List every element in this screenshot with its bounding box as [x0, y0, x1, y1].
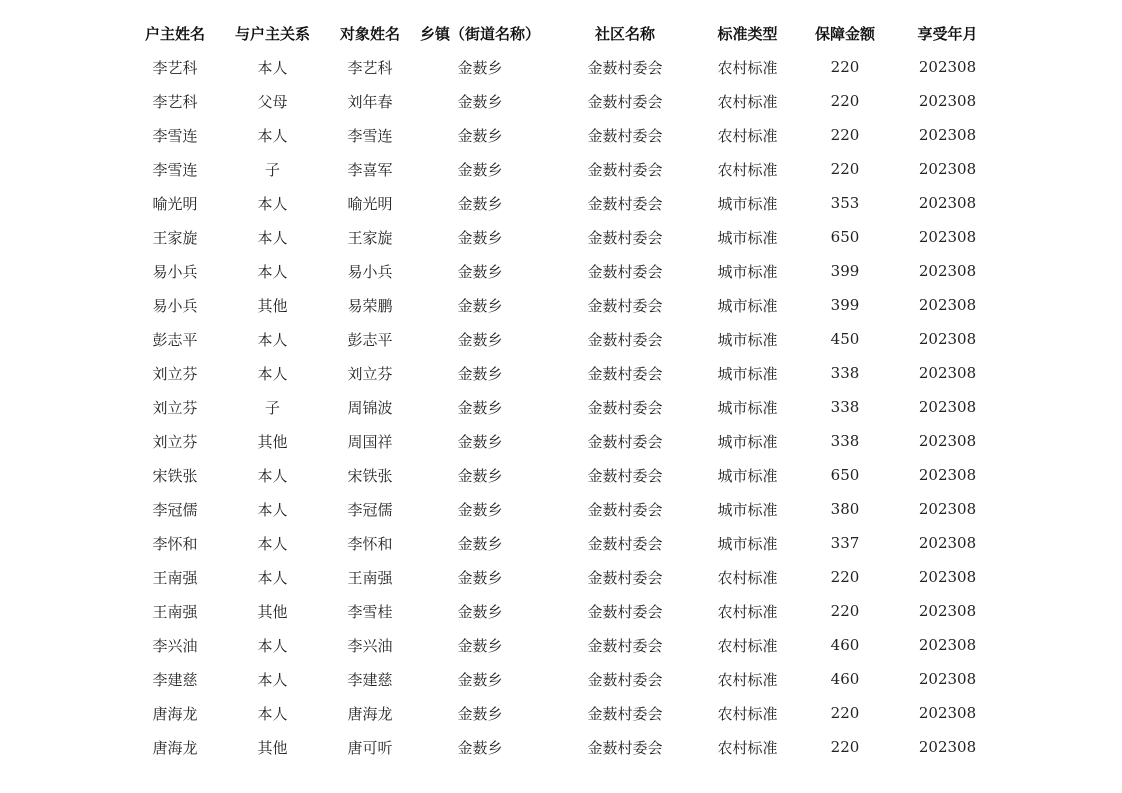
cell-amount: 337	[830, 534, 860, 552]
cell-householder-name: 刘立芬	[152, 364, 198, 383]
cell-subject-name: 李雪桂	[347, 602, 393, 621]
table-row	[135, 50, 1000, 84]
cell-householder-name: 李艺科	[152, 92, 198, 111]
cell-month: 202308	[918, 194, 977, 212]
cell-subject-name: 唐海龙	[347, 704, 393, 723]
cell-subject-name: 周锦波	[347, 398, 393, 417]
cell-subject-name: 李艺科	[347, 58, 393, 77]
table-row	[135, 356, 1000, 390]
cell-relation: 本人	[257, 262, 288, 281]
cell-householder-name: 易小兵	[152, 296, 198, 315]
cell-community: 金薮村委会	[587, 636, 663, 655]
cell-month: 202308	[918, 738, 977, 756]
cell-community: 金薮村委会	[587, 126, 663, 145]
cell-month: 202308	[918, 534, 977, 552]
cell-householder-name: 李雪连	[152, 160, 198, 179]
cell-township: 金薮乡	[457, 568, 503, 587]
cell-subject-name: 周国祥	[347, 432, 393, 451]
cell-relation: 本人	[257, 58, 288, 77]
cell-relation: 其他	[257, 296, 288, 315]
cell-relation: 本人	[257, 670, 288, 689]
cell-relation: 本人	[257, 500, 288, 519]
cell-month: 202308	[918, 364, 977, 382]
header-standard-type: 标准类型	[717, 24, 778, 43]
cell-subject-name: 易小兵	[347, 262, 393, 281]
cell-standard-type: 城市标准	[717, 500, 778, 519]
cell-standard-type: 城市标准	[717, 466, 778, 485]
cell-standard-type: 农村标准	[717, 568, 778, 587]
cell-standard-type: 农村标准	[717, 704, 778, 723]
header-month: 享受年月	[917, 24, 978, 43]
cell-relation: 本人	[257, 126, 288, 145]
cell-township: 金薮乡	[457, 670, 503, 689]
cell-month: 202308	[918, 636, 977, 654]
cell-community: 金薮村委会	[587, 432, 663, 451]
cell-township: 金薮乡	[457, 398, 503, 417]
cell-amount: 338	[830, 432, 860, 450]
cell-community: 金薮村委会	[587, 92, 663, 111]
cell-subject-name: 刘立芬	[347, 364, 393, 383]
cell-month: 202308	[918, 398, 977, 416]
cell-standard-type: 城市标准	[717, 398, 778, 417]
beneficiary-table	[135, 16, 1000, 764]
table-row	[135, 560, 1000, 594]
cell-community: 金薮村委会	[587, 194, 663, 213]
cell-township: 金薮乡	[457, 330, 503, 349]
cell-householder-name: 李兴油	[152, 636, 198, 655]
cell-township: 金薮乡	[457, 364, 503, 383]
table-row	[135, 730, 1000, 764]
cell-month: 202308	[918, 330, 977, 348]
cell-subject-name: 易荣鹏	[347, 296, 393, 315]
cell-relation: 本人	[257, 364, 288, 383]
cell-subject-name: 刘年春	[347, 92, 393, 111]
cell-community: 金薮村委会	[587, 364, 663, 383]
cell-amount: 220	[830, 704, 860, 722]
cell-householder-name: 李冠儒	[152, 500, 198, 519]
cell-amount: 450	[830, 330, 860, 348]
cell-community: 金薮村委会	[587, 466, 663, 485]
cell-community: 金薮村委会	[587, 58, 663, 77]
cell-relation: 本人	[257, 330, 288, 349]
document-page	[135, 16, 1000, 764]
table-row	[135, 118, 1000, 152]
cell-relation: 本人	[257, 228, 288, 247]
cell-householder-name: 王南强	[152, 602, 198, 621]
header-township: 乡镇（街道名称）	[419, 24, 540, 43]
cell-relation: 其他	[257, 602, 288, 621]
cell-township: 金薮乡	[457, 262, 503, 281]
table-row	[135, 492, 1000, 526]
cell-subject-name: 王南强	[347, 568, 393, 587]
cell-householder-name: 李怀和	[152, 534, 198, 553]
cell-standard-type: 农村标准	[717, 636, 778, 655]
cell-community: 金薮村委会	[587, 704, 663, 723]
table-row	[135, 84, 1000, 118]
cell-community: 金薮村委会	[587, 228, 663, 247]
cell-standard-type: 农村标准	[717, 738, 778, 757]
table-row	[135, 458, 1000, 492]
table-row	[135, 152, 1000, 186]
cell-subject-name: 李怀和	[347, 534, 393, 553]
cell-subject-name: 喻光明	[347, 194, 393, 213]
cell-standard-type: 农村标准	[717, 602, 778, 621]
table-row	[135, 220, 1000, 254]
cell-month: 202308	[918, 262, 977, 280]
cell-householder-name: 李建慈	[152, 670, 198, 689]
cell-township: 金薮乡	[457, 500, 503, 519]
cell-month: 202308	[918, 58, 977, 76]
cell-standard-type: 农村标准	[717, 58, 778, 77]
header-amount: 保障金额	[814, 24, 875, 43]
table-row	[135, 186, 1000, 220]
cell-standard-type: 农村标准	[717, 92, 778, 111]
cell-community: 金薮村委会	[587, 398, 663, 417]
cell-subject-name: 李冠儒	[347, 500, 393, 519]
table-body	[135, 50, 1000, 764]
table-row	[135, 390, 1000, 424]
cell-relation: 本人	[257, 568, 288, 587]
cell-month: 202308	[918, 432, 977, 450]
cell-month: 202308	[918, 466, 977, 484]
cell-month: 202308	[918, 296, 977, 314]
cell-amount: 460	[830, 670, 860, 688]
cell-township: 金薮乡	[457, 160, 503, 179]
cell-amount: 220	[830, 568, 860, 586]
cell-relation: 本人	[257, 704, 288, 723]
table-row	[135, 424, 1000, 458]
cell-township: 金薮乡	[457, 534, 503, 553]
cell-householder-name: 唐海龙	[152, 704, 198, 723]
cell-community: 金薮村委会	[587, 602, 663, 621]
cell-amount: 650	[830, 228, 860, 246]
cell-township: 金薮乡	[457, 92, 503, 111]
cell-householder-name: 刘立芬	[152, 432, 198, 451]
cell-relation: 本人	[257, 466, 288, 485]
cell-householder-name: 王家旋	[152, 228, 198, 247]
cell-township: 金薮乡	[457, 636, 503, 655]
cell-month: 202308	[918, 126, 977, 144]
table-row	[135, 288, 1000, 322]
cell-township: 金薮乡	[457, 296, 503, 315]
cell-relation: 子	[264, 398, 280, 417]
cell-relation: 本人	[257, 534, 288, 553]
cell-subject-name: 李喜军	[347, 160, 393, 179]
cell-householder-name: 李艺科	[152, 58, 198, 77]
cell-subject-name: 李建慈	[347, 670, 393, 689]
cell-amount: 220	[830, 602, 860, 620]
cell-month: 202308	[918, 92, 977, 110]
cell-township: 金薮乡	[457, 704, 503, 723]
cell-community: 金薮村委会	[587, 738, 663, 757]
cell-amount: 460	[830, 636, 860, 654]
cell-community: 金薮村委会	[587, 568, 663, 587]
cell-standard-type: 城市标准	[717, 194, 778, 213]
cell-community: 金薮村委会	[587, 534, 663, 553]
cell-township: 金薮乡	[457, 194, 503, 213]
cell-householder-name: 易小兵	[152, 262, 198, 281]
cell-community: 金薮村委会	[587, 670, 663, 689]
cell-householder-name: 刘立芬	[152, 398, 198, 417]
cell-community: 金薮村委会	[587, 296, 663, 315]
cell-relation: 其他	[257, 738, 288, 757]
cell-amount: 220	[830, 58, 860, 76]
cell-township: 金薮乡	[457, 126, 503, 145]
cell-relation: 本人	[257, 194, 288, 213]
cell-amount: 220	[830, 738, 860, 756]
cell-relation: 本人	[257, 636, 288, 655]
cell-subject-name: 李兴油	[347, 636, 393, 655]
cell-householder-name: 彭志平	[152, 330, 198, 349]
table-row	[135, 662, 1000, 696]
cell-standard-type: 城市标准	[717, 228, 778, 247]
cell-relation: 子	[264, 160, 280, 179]
cell-month: 202308	[918, 568, 977, 586]
cell-standard-type: 农村标准	[717, 670, 778, 689]
cell-standard-type: 城市标准	[717, 432, 778, 451]
cell-month: 202308	[918, 228, 977, 246]
cell-month: 202308	[918, 500, 977, 518]
cell-township: 金薮乡	[457, 58, 503, 77]
cell-householder-name: 王南强	[152, 568, 198, 587]
cell-amount: 338	[830, 398, 860, 416]
cell-amount: 399	[830, 262, 860, 280]
cell-subject-name: 宋铁张	[347, 466, 393, 485]
table-row	[135, 628, 1000, 662]
cell-standard-type: 城市标准	[717, 330, 778, 349]
table-row	[135, 594, 1000, 628]
cell-householder-name: 宋铁张	[152, 466, 198, 485]
header-householder-name: 户主姓名	[144, 24, 205, 43]
cell-subject-name: 唐可听	[347, 738, 393, 757]
table-header-row	[135, 16, 1000, 50]
cell-amount: 220	[830, 92, 860, 110]
header-subject-name: 对象姓名	[339, 24, 400, 43]
cell-standard-type: 农村标准	[717, 160, 778, 179]
cell-subject-name: 李雪连	[347, 126, 393, 145]
cell-relation: 父母	[257, 92, 288, 111]
cell-amount: 399	[830, 296, 860, 314]
cell-amount: 220	[830, 126, 860, 144]
cell-standard-type: 城市标准	[717, 534, 778, 553]
table-row	[135, 696, 1000, 730]
cell-standard-type: 农村标准	[717, 126, 778, 145]
cell-township: 金薮乡	[457, 602, 503, 621]
cell-subject-name: 王家旋	[347, 228, 393, 247]
table-row	[135, 526, 1000, 560]
cell-community: 金薮村委会	[587, 500, 663, 519]
cell-householder-name: 唐海龙	[152, 738, 198, 757]
cell-amount: 380	[830, 500, 860, 518]
cell-community: 金薮村委会	[587, 262, 663, 281]
cell-township: 金薮乡	[457, 738, 503, 757]
cell-subject-name: 彭志平	[347, 330, 393, 349]
cell-householder-name: 喻光明	[152, 194, 198, 213]
cell-community: 金薮村委会	[587, 330, 663, 349]
cell-amount: 220	[830, 160, 860, 178]
table-row	[135, 322, 1000, 356]
cell-standard-type: 城市标准	[717, 364, 778, 383]
cell-community: 金薮村委会	[587, 160, 663, 179]
cell-month: 202308	[918, 670, 977, 688]
cell-month: 202308	[918, 704, 977, 722]
header-relation: 与户主关系	[234, 24, 310, 43]
cell-amount: 650	[830, 466, 860, 484]
header-community: 社区名称	[594, 24, 655, 43]
cell-month: 202308	[918, 160, 977, 178]
cell-township: 金薮乡	[457, 228, 503, 247]
cell-amount: 353	[830, 194, 860, 212]
table-row	[135, 254, 1000, 288]
cell-householder-name: 李雪连	[152, 126, 198, 145]
cell-standard-type: 城市标准	[717, 262, 778, 281]
cell-township: 金薮乡	[457, 432, 503, 451]
cell-relation: 其他	[257, 432, 288, 451]
cell-township: 金薮乡	[457, 466, 503, 485]
cell-standard-type: 城市标准	[717, 296, 778, 315]
cell-month: 202308	[918, 602, 977, 620]
cell-amount: 338	[830, 364, 860, 382]
